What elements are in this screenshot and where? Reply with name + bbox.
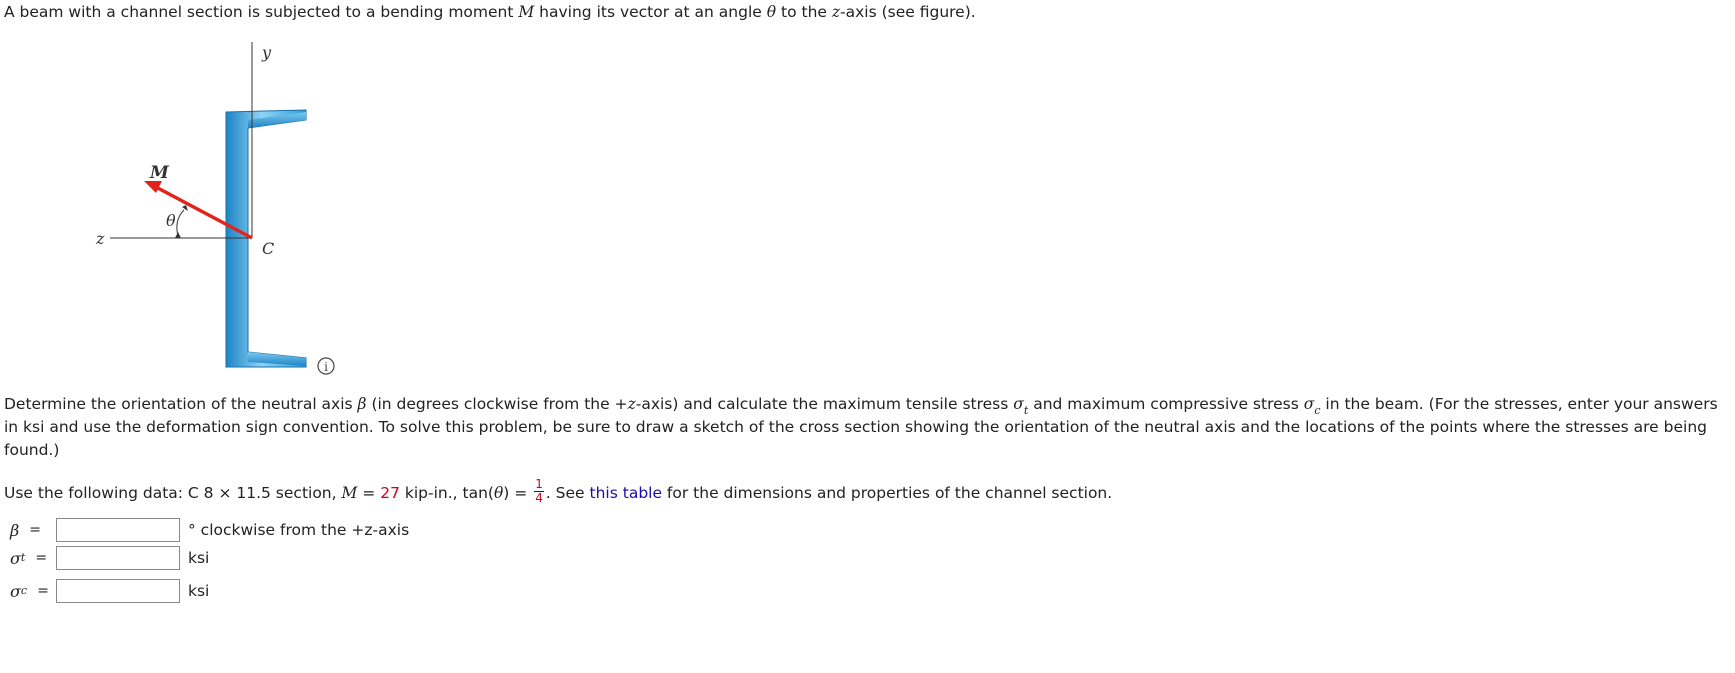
sigma-c-unit: ksi — [188, 582, 210, 600]
moment-label: M — [150, 163, 169, 183]
svg-text:i: i — [324, 360, 328, 374]
beta-answer-row — [10, 517, 409, 543]
tan-fraction: $\frac{1}{4}$ — [535, 477, 543, 505]
sigma-t-unit: ksi — [188, 549, 210, 567]
intro-text: A beam with a channel section is subjected to a bending moment M having its vector at an angle θ to the z-axis (see figure). — [4, 3, 976, 21]
angle-arc — [177, 210, 184, 236]
sigma-t-input[interactable] — [56, 546, 180, 570]
moment-value: 27 — [380, 484, 400, 502]
data-line: Use the following data: C 8 × 11.5 section, M = 27 kip-in., tan(θ) = $\frac{1}{4}$ . See this table for the dimensions and properties of the channel section. — [4, 477, 1113, 505]
channel-section-figure — [90, 40, 410, 420]
channel-table-link[interactable]: this table — [589, 484, 662, 502]
info-icon[interactable] — [318, 358, 334, 374]
beta-label: β = — [10, 520, 41, 540]
problem-statement: Determine the orientation of the neutral axis β (in degrees clockwise from the +z-axis) and calculate the maximum tensile stress $\sigma_t$ and maximum compressive stress $\sigma_c$ in the beam. (For the stresses, enter your answers in ksi and use the deformation sign convention. To solve this problem, be sure to draw a sketch of the cross section showing the orientation of the neutral axis and the locations of the points where the stresses are being found.) — [4, 395, 1718, 459]
sigma-c-label: σ c = — [10, 581, 49, 601]
sigma-c-input[interactable] — [56, 579, 180, 603]
theta-label: θ — [166, 211, 176, 230]
y-axis-label: y — [262, 43, 272, 62]
sigma-t-label: σ t = — [10, 548, 48, 568]
sigma-c-answer-row — [10, 578, 209, 604]
angle-arrow-up — [182, 205, 188, 211]
angle-arrow-down — [175, 232, 181, 238]
z-axis-label: z — [96, 229, 105, 248]
centroid-label: C — [262, 239, 275, 258]
beta-unit: ° clockwise from the +z-axis — [188, 521, 410, 539]
beta-input[interactable] — [56, 518, 180, 542]
sigma-t-answer-row — [10, 545, 209, 571]
